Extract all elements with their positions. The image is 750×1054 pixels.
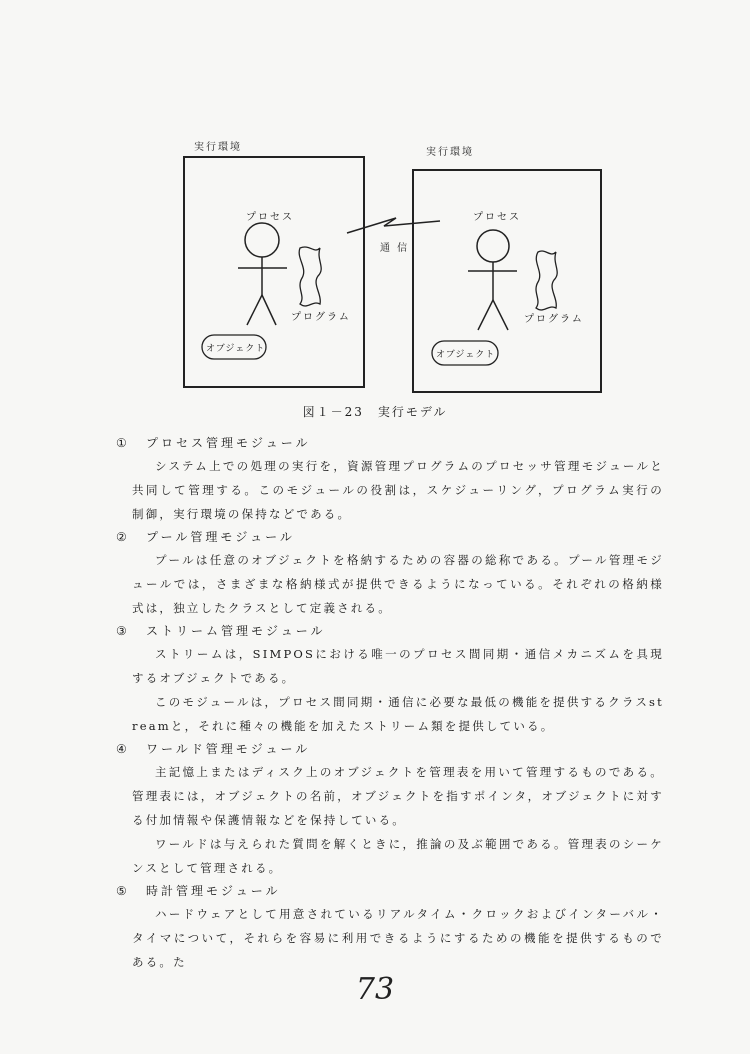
left-object-label: オブジェクト (206, 344, 266, 354)
left-program-document (299, 247, 321, 306)
section-heading (116, 738, 664, 760)
document-body (116, 432, 664, 974)
section-title: プロセス管理モジュール (146, 436, 311, 450)
execution-model-figure (0, 0, 750, 430)
right-environment-label: 実行環境 (426, 147, 474, 158)
right-process-figure (468, 230, 517, 330)
section-heading (116, 526, 664, 548)
paragraph: ストリームは，SIMPOSにおける唯一のプロセス間同期・通信メカニズムを具現するオブジェクトである。 (132, 647, 664, 685)
paragraph: ワールドは与えられた質問を解くときに，推論の及ぶ範囲である。管理表のシーケンスとして管理される。 (132, 837, 664, 875)
paragraph: このモジュールは，プロセス間同期・通信に必要な最低の機能を提供するクラスstreamと，それに種々の機能を加えたストリーム類を提供している。 (132, 695, 664, 733)
section-number: ⑤ (116, 884, 130, 898)
section-heading (116, 620, 664, 642)
paragraph: ハードウェアとして用意されているリアルタイム・クロックおよびインターバル・タイマについて，それらを容易に利用できるようにするための機能を提供するものである。た (132, 907, 664, 969)
section-title: 時計管理モジュール (146, 884, 281, 898)
paragraph: プールは任意のオブジェクトを格納するための容器の総称である。プール管理モジュールでは，さまざまな格納様式が提供できるようになっている。それぞれの格納様式は，独立したクラスとして定義される。 (132, 553, 664, 615)
left-program-label: プログラム (291, 312, 351, 323)
section-number: ① (116, 436, 130, 450)
paragraph: システム上での処理の実行を，資源管理プログラムのプロセッサ管理モジュールと共同して管理する。このモジュールの役割は，スケジューリング，プログラム実行の制御，実行環境の保持などである。 (132, 459, 664, 521)
section (116, 620, 664, 738)
section-heading (116, 880, 664, 902)
section (116, 738, 664, 880)
section (116, 432, 664, 526)
section-number: ② (116, 530, 130, 544)
communication-label: 通 信 (380, 243, 410, 254)
paragraph: 主記憶上またはディスク上のオブジェクトを管理表を用いて管理するものである。管理表には，オブジェクトの名前，オブジェクトを指すポインタ，オブジェクトに対する付加情報や保護情報などを保持している。 (132, 765, 664, 827)
right-object-label: オブジェクト (436, 350, 496, 360)
right-process-label: プロセス (473, 212, 521, 223)
figure-caption: 図１－23 実行モデル (302, 405, 448, 419)
section (116, 526, 664, 620)
left-environment-label: 実行環境 (194, 142, 242, 153)
section-heading (116, 432, 664, 454)
communication-link (347, 218, 440, 233)
section-number: ④ (116, 742, 130, 756)
section-title: ワールド管理モジュール (146, 742, 311, 756)
left-process-label: プロセス (246, 212, 294, 223)
left-process-figure (238, 223, 287, 325)
section-title: プール管理モジュール (146, 530, 295, 544)
section-title: ストリーム管理モジュール (146, 624, 326, 638)
section-number: ③ (116, 624, 130, 638)
right-program-label: プログラム (524, 314, 584, 325)
section (116, 880, 664, 974)
right-program-document (536, 251, 557, 310)
page-number: 73 (355, 972, 395, 1007)
